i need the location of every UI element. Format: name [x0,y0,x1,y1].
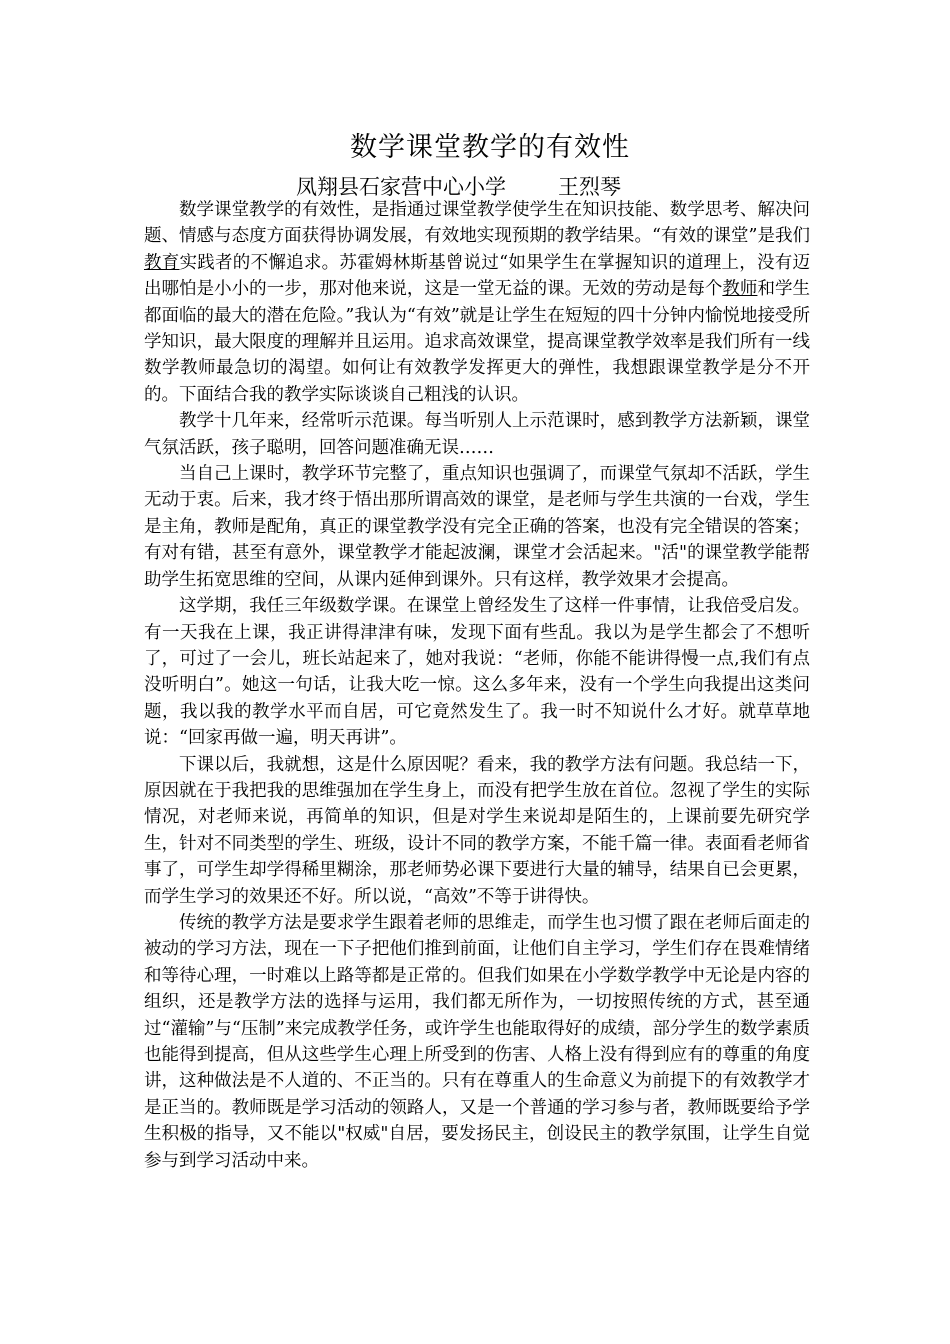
education-link[interactable]: 教育 [144,252,180,273]
paragraph-6: 传统的教学方法是要求学生跟着老师的思维走，而学生也习惯了跟在老师后面走的被动的学习方法，现在一下子把他们推到前面，让他们自主学习，学生们存在畏难情绪和等待心理，一时难以上路等都是正常的。但我们如果在小学数学教学中无论是内容的组织，还是教学方法的选择与运用，我们都无所作为，一切按照传统的方式，甚至通过“灌输”与“压制”来完成教学任务，或许学生也能取得好的成绩，部分学生的数学素质也能得到提高，但从这些学生心理上所受到的伤害、人格上没有得到应有的尊重的角度讲，这种做法是不人道的、不正当的。只有在尊重人的生命意义为前提下的有效教学才是正当的。教师既是学习活动的领路人，又是一个普通的学习参与者，教师既要给予学生积极的指导，又不能以"权威"自居，要发扬民主，创设民主的教学氛围，让学生自觉参与到学习活动中来。 [144,912,810,1171]
paragraph-1 [144,197,810,408]
paragraph-4: 这学期，我任三年级数学课。在课堂上曾经发生了这样一件事情，让我倍受启发。有一天我在上课，我正讲得津津有味，发现下面有些乱。我以为是学生都会了不想听了，可过了一会儿，班长站起来了，她对我说：“老师，你能不能讲得慢一点,我们有点没听明白”。她这一句话，让我大吃一惊。这么多年来，没有一个学生向我提出这类问题，我以我的教学水平而自居，可它竟然发生了。我一时不知说什么才好。就草草地说：“回家再做一遍，明天再讲”。 [144,596,810,749]
teacher-link[interactable]: 教师 [722,279,758,300]
paragraph-3: 当自己上课时，教学环节完整了，重点知识也强调了，而课堂气氛却不活跃，学生无动于衷。后来，我才终于悟出那所谓高效的课堂，是老师与学生共演的一台戏，学生是主角，教师是配角，真正的课堂教学没有完全正确的答案，也没有完全错误的答案；有对有错，甚至有意外，课堂教学才能起波澜，课堂才会活起来。"活"的课堂教学能帮助学生拓宽思维的空间，从课内延伸到课外。只有这样，教学效果才会提高。 [144,464,810,590]
paragraph-1-text-a: 数学课堂教学的有效性，是指通过课堂教学使学生在知识技能、数学思考、解决问题、情感与态度方面获得协调发展，有效地实现预期的教学结果。“有效的课堂”是我们 [144,200,810,247]
school-name: 凤翔县石家营中心小学 [296,175,506,199]
paragraph-2: 教学十几年来，经常听示范课。每当听别人上示范课时，感到教学方法新颖，课堂气氛活跃，孩子聪明，回答问题准确无误…… [144,411,810,458]
paragraph-1-text-b: 实践者的不懈追求。苏霍姆林斯基曾说过“如果学生在掌握知识的道理上，没有迈出哪怕是小小的一步，那对他来说，这是一堂无益的课。无效的劳动是每个 [144,252,811,300]
document-body [144,197,810,1174]
paragraph-5: 下课以后，我就想，这是什么原因呢？看来，我的教学方法有问题。我总结一下，原因就在于我把我的思维强加在学生身上，而没有把学生放在首位。忽视了学生的实际情况，对老师来说，再简单的知识，但是对学生来说却是陌生的，上课前要先研究学生，针对不同类型的学生、班级，设计不同的教学方案，不能千篇一律。表面看老师省事了，可学生却学得稀里糊涂，那老师势必课下要进行大量的辅导，结果自已会更累，而学生学习的效果还不好。所以说，“高效”不等于讲得快。 [144,754,810,907]
author-name: 王烈琴 [558,175,621,199]
document-title: 数学课堂教学的有效性 [350,132,630,163]
paragraph-1-text-c: 和学生都面临的最大的潜在危险。”我认为“有效”就是让学生在短短的四十分钟内愉悦地接受所学知识，最大限度的理解并且运用。追求高效课堂，提高课堂教学效率是我们所有一线数学教师最急切的渴望。如何让有效教学发挥更大的弹性，我想跟课堂教学是分不开的。下面结合我的教学实际谈谈自己粗浅的认识。 [144,279,811,405]
